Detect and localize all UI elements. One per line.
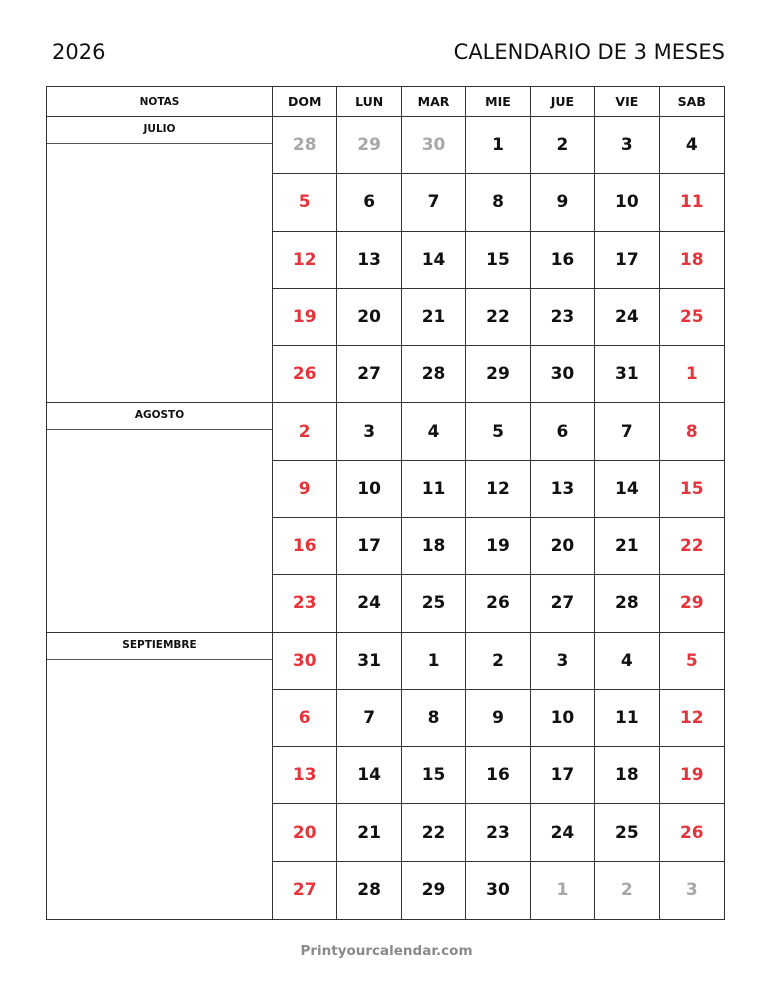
day-cell[interactable]: 8 <box>660 403 724 460</box>
day-cell[interactable]: 16 <box>273 518 337 575</box>
day-cell[interactable]: 11 <box>402 461 466 518</box>
day-cell[interactable]: 25 <box>660 289 724 346</box>
day-cell[interactable]: 30 <box>402 117 466 174</box>
day-cell[interactable]: 2 <box>531 117 595 174</box>
day-cell[interactable]: 17 <box>531 747 595 804</box>
day-header-dom: DOM <box>273 87 337 117</box>
day-cell[interactable]: 16 <box>466 747 530 804</box>
day-header-jue: JUE <box>531 87 595 117</box>
day-cell[interactable]: 12 <box>660 690 724 747</box>
day-cell[interactable]: 13 <box>531 461 595 518</box>
day-cell[interactable]: 28 <box>595 575 659 632</box>
day-cell[interactable]: 7 <box>402 174 466 231</box>
day-cell[interactable]: 26 <box>273 346 337 403</box>
day-cell[interactable]: 20 <box>531 518 595 575</box>
month-label: SEPTIEMBRE <box>47 633 272 660</box>
day-cell[interactable]: 18 <box>402 518 466 575</box>
day-cell[interactable]: 8 <box>402 690 466 747</box>
day-cell[interactable]: 24 <box>337 575 401 632</box>
day-cell[interactable]: 10 <box>531 690 595 747</box>
day-cell[interactable]: 9 <box>466 690 530 747</box>
day-cell[interactable]: 6 <box>531 403 595 460</box>
day-cell[interactable]: 3 <box>531 633 595 690</box>
day-header-mie: MIE <box>466 87 530 117</box>
day-cell[interactable]: 31 <box>595 346 659 403</box>
day-cell[interactable]: 29 <box>402 862 466 919</box>
day-cell[interactable]: 5 <box>466 403 530 460</box>
day-cell[interactable]: 21 <box>337 804 401 861</box>
day-cell[interactable]: 24 <box>595 289 659 346</box>
day-cell[interactable]: 28 <box>402 346 466 403</box>
day-cell[interactable]: 29 <box>466 346 530 403</box>
day-cell[interactable]: 3 <box>685 880 698 901</box>
notes-header: NOTAS <box>47 87 273 117</box>
day-cell[interactable]: 2 <box>595 862 659 919</box>
day-cell[interactable]: 13 <box>273 747 337 804</box>
day-cell[interactable]: 19 <box>273 289 337 346</box>
day-cell[interactable]: 1 <box>531 862 595 919</box>
day-cell[interactable]: 3 <box>595 117 659 174</box>
day-cell[interactable]: 26 <box>466 575 530 632</box>
day-cell[interactable]: 16 <box>531 232 595 289</box>
day-cell[interactable]: 28 <box>273 117 337 174</box>
day-header-lun: LUN <box>337 87 401 117</box>
day-cell[interactable]: 25 <box>595 804 659 861</box>
notes-section-julio[interactable] <box>47 117 273 403</box>
day-cell[interactable]: 15 <box>402 747 466 804</box>
day-cell[interactable]: 26 <box>660 804 724 861</box>
day-cell[interactable]: 8 <box>466 174 530 231</box>
day-cell[interactable]: 14 <box>595 461 659 518</box>
day-cell[interactable]: 19 <box>660 747 724 804</box>
day-cell[interactable]: 18 <box>660 232 724 289</box>
day-cell[interactable]: 9 <box>531 174 595 231</box>
day-cell[interactable]: 21 <box>595 518 659 575</box>
day-cell[interactable]: 25 <box>402 575 466 632</box>
day-cell[interactable]: 22 <box>466 289 530 346</box>
day-cell[interactable]: 1 <box>660 346 724 403</box>
day-header-mar: MAR <box>402 87 466 117</box>
day-cell[interactable]: 23 <box>531 289 595 346</box>
day-cell[interactable]: 30 <box>531 346 595 403</box>
day-cell[interactable]: 23 <box>466 804 530 861</box>
day-cell[interactable]: 12 <box>273 232 337 289</box>
day-cell[interactable]: 9 <box>273 461 337 518</box>
notes-section-agosto[interactable] <box>47 403 273 632</box>
day-cell[interactable]: 21 <box>402 289 466 346</box>
day-cell[interactable]: 12 <box>466 461 530 518</box>
notes-section-septiembre[interactable] <box>47 633 273 919</box>
day-header-sab: SAB <box>660 87 724 117</box>
day-cell[interactable]: 7 <box>337 690 401 747</box>
day-cell[interactable]: 5 <box>273 174 337 231</box>
day-cell[interactable]: 23 <box>273 575 337 632</box>
day-cell[interactable]: 2 <box>273 403 337 460</box>
month-label: JULIO <box>47 117 272 144</box>
day-cell[interactable]: 17 <box>595 232 659 289</box>
day-cell[interactable]: 5 <box>660 633 724 690</box>
day-cell[interactable]: 1 <box>466 117 530 174</box>
day-cell[interactable]: 29 <box>337 117 401 174</box>
day-cell[interactable]: 2 <box>466 633 530 690</box>
day-cell[interactable]: 17 <box>337 518 401 575</box>
month-label: AGOSTO <box>47 403 272 430</box>
day-cell[interactable]: 4 <box>660 117 724 174</box>
page-title: CALENDARIO DE 3 MESES <box>453 40 725 64</box>
day-cell[interactable]: 11 <box>595 690 659 747</box>
day-cell[interactable]: 24 <box>531 804 595 861</box>
day-cell[interactable]: 13 <box>337 232 401 289</box>
day-cell[interactable]: 3 <box>337 403 401 460</box>
day-cell[interactable]: 31 <box>337 633 401 690</box>
day-cell[interactable]: 15 <box>466 232 530 289</box>
day-cell[interactable]: 14 <box>337 747 401 804</box>
day-cell[interactable]: 22 <box>660 518 724 575</box>
day-header-vie: VIE <box>595 87 659 117</box>
day-cell[interactable]: 10 <box>337 461 401 518</box>
day-cell[interactable]: 29 <box>660 575 724 632</box>
day-cell[interactable]: 22 <box>402 804 466 861</box>
day-cell[interactable]: 4 <box>402 403 466 460</box>
day-cell[interactable]: 15 <box>660 461 724 518</box>
day-cell[interactable]: 4 <box>595 633 659 690</box>
day-cell[interactable]: 27 <box>531 575 595 632</box>
day-cell[interactable]: 27 <box>337 346 401 403</box>
day-cell[interactable]: 6 <box>273 690 337 747</box>
day-cell[interactable]: 11 <box>660 174 724 231</box>
day-cell[interactable]: 7 <box>595 403 659 460</box>
day-cell[interactable]: 10 <box>595 174 659 231</box>
day-cell[interactable]: 18 <box>595 747 659 804</box>
day-cell[interactable]: 30 <box>273 633 337 690</box>
day-cell[interactable]: 6 <box>337 174 401 231</box>
day-cell[interactable]: 14 <box>402 232 466 289</box>
day-cell[interactable]: 20 <box>337 289 401 346</box>
day-cell[interactable]: 30 <box>466 862 530 919</box>
day-cell[interactable]: 28 <box>337 862 401 919</box>
day-cell[interactable]: 19 <box>466 518 530 575</box>
day-cell[interactable]: 20 <box>273 804 337 861</box>
year-label: 2026 <box>52 40 106 64</box>
calendar-grid <box>46 86 725 920</box>
day-cell[interactable]: 27 <box>273 862 337 919</box>
footer-site: Printyourcalendar.com <box>300 943 473 959</box>
day-cell[interactable]: 1 <box>402 633 466 690</box>
